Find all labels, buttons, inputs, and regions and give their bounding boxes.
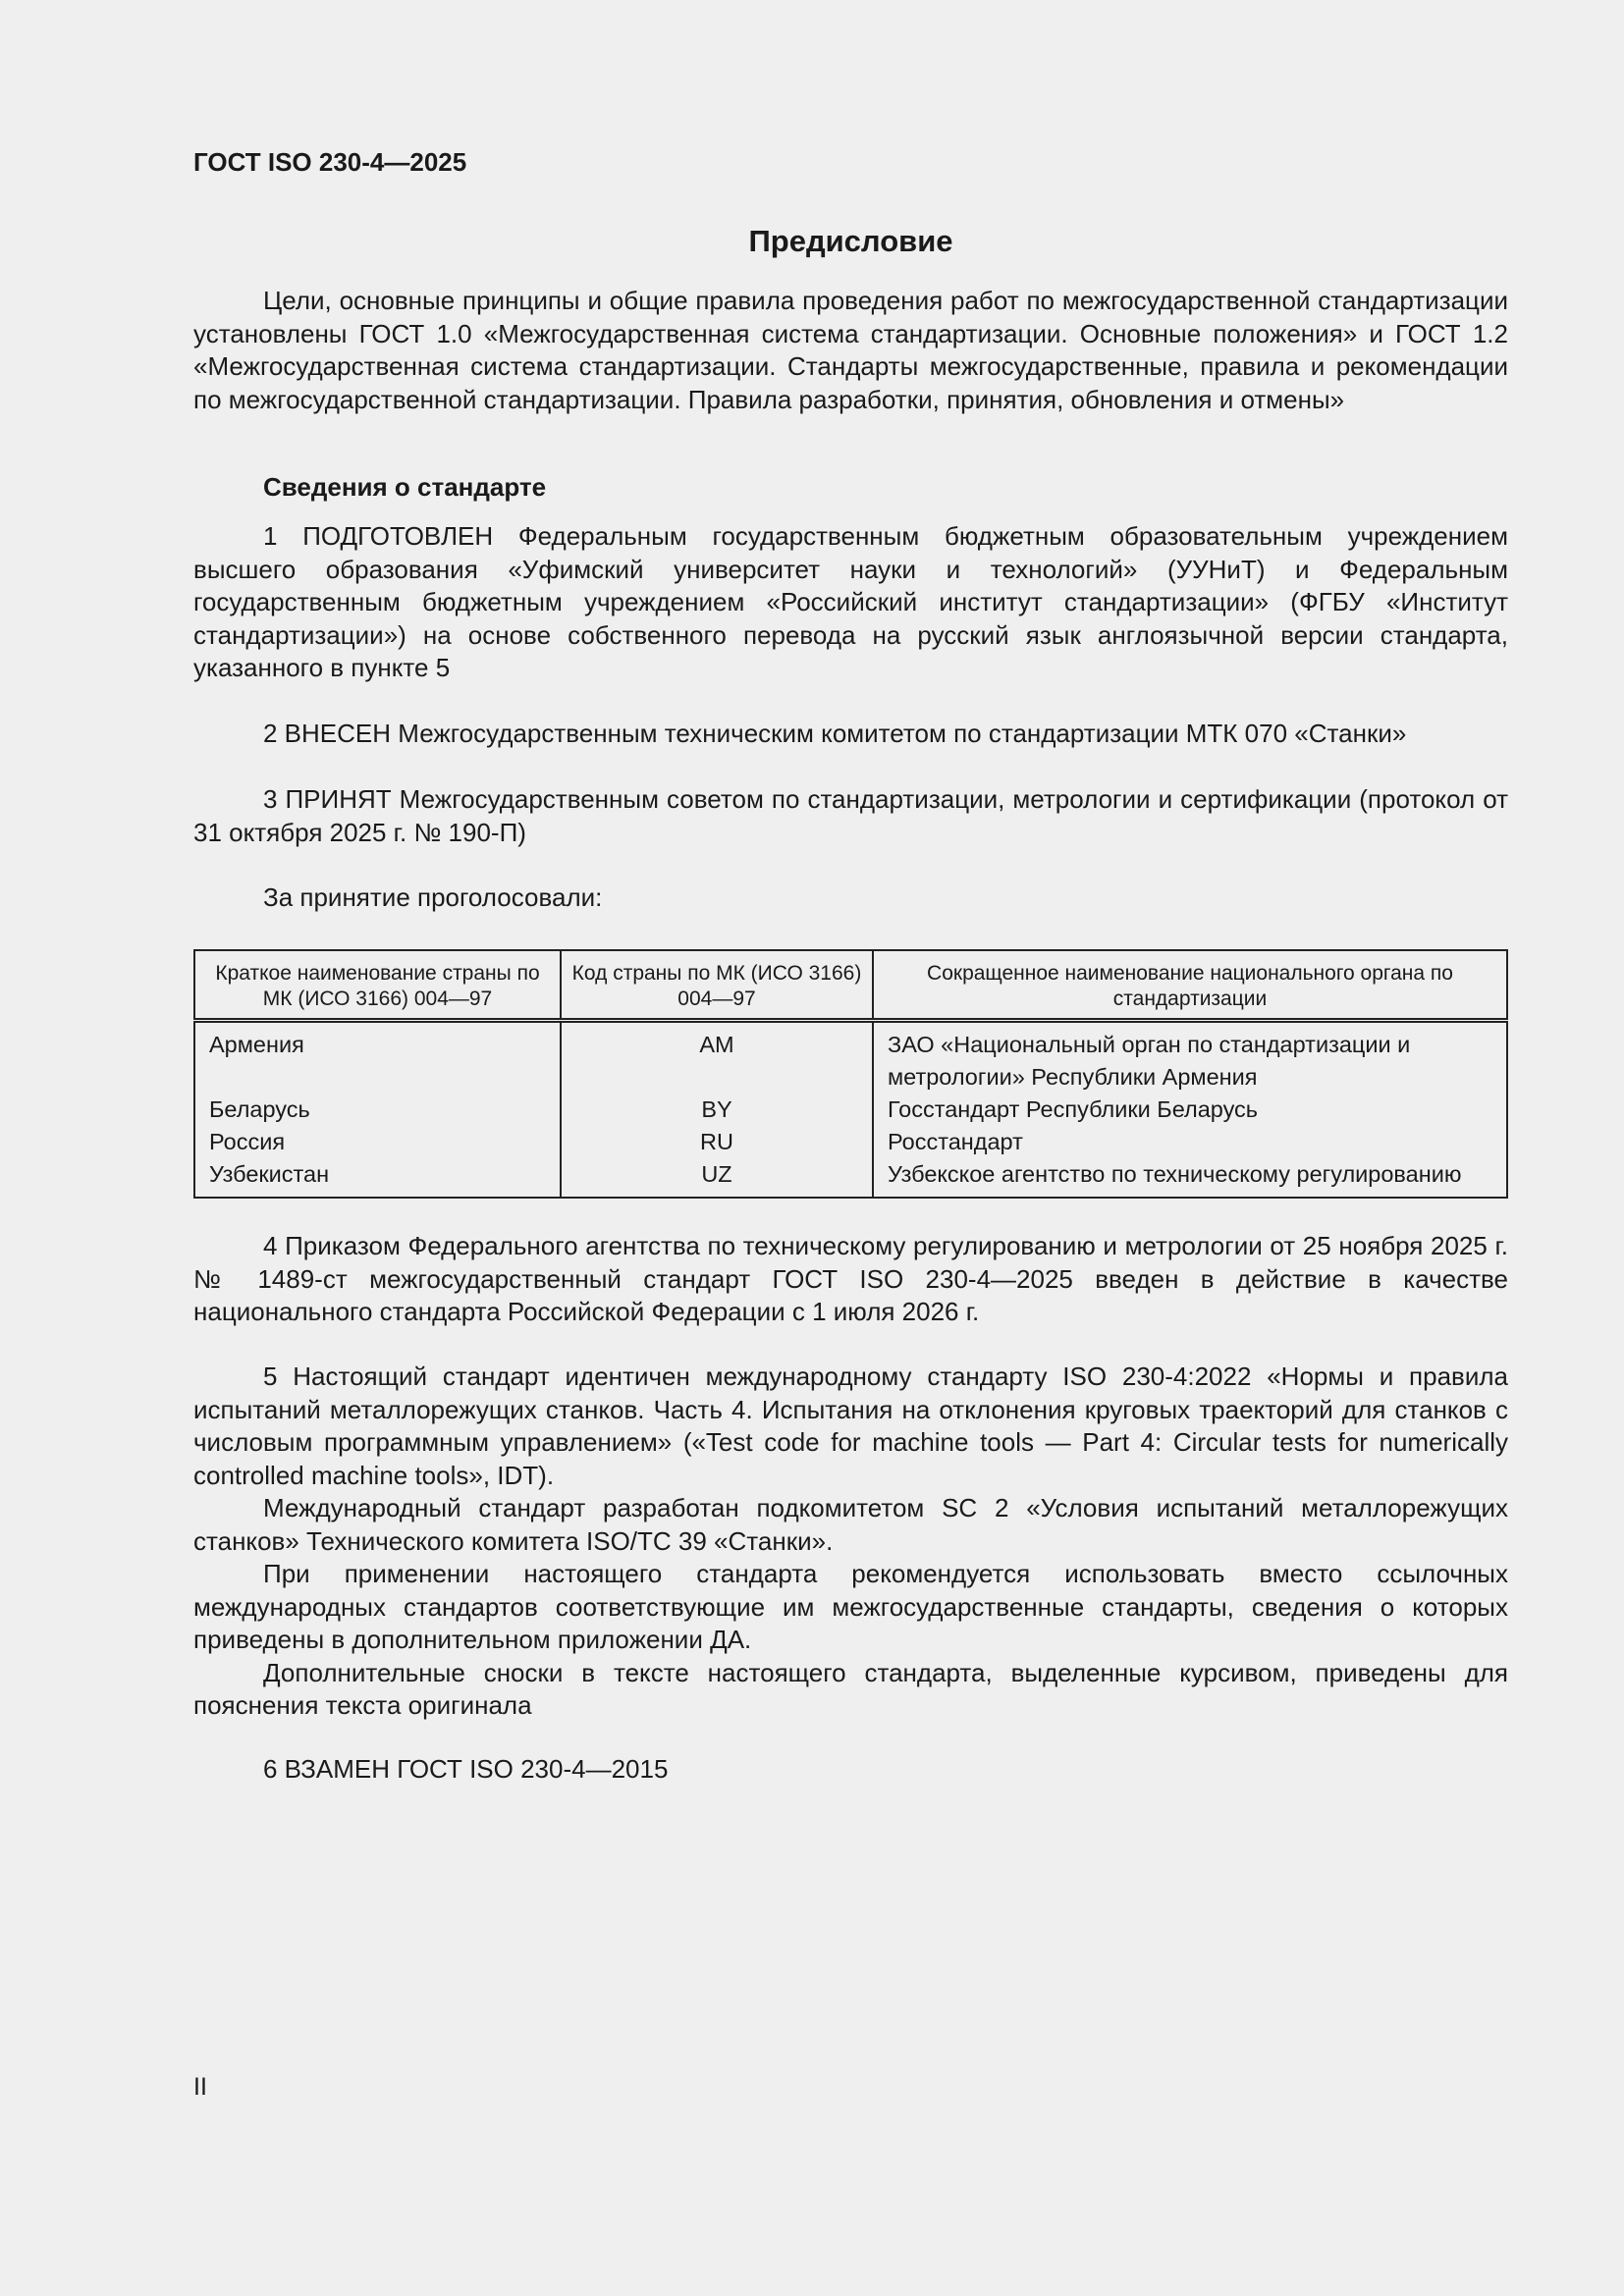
item-6: 6 ВЗАМЕН ГОСТ ISO 230-4—2015 xyxy=(263,1754,669,1784)
table-cell-body: ЗАО «Национальный орган по стандартизации и метрологии» Республики Армения xyxy=(873,1021,1507,1095)
item-3: 3 ПРИНЯТ Межгосударственным советом по стандартизации, метрологии и сертификации (протокол от 31 октября 2025 г. № 190-П) xyxy=(193,784,1508,847)
table-cell-body: Госстандарт Республики Беларусь xyxy=(873,1094,1507,1126)
table-cell-country: Беларусь xyxy=(194,1094,561,1126)
table-cell-country: Армения xyxy=(194,1021,561,1095)
table-cell-code: BY xyxy=(561,1094,873,1126)
table-header-country: Краткое наименование страны по МК (ИСО 3166) 004—97 xyxy=(194,950,561,1021)
table-cell-country: Россия xyxy=(194,1126,561,1158)
table-header-row xyxy=(194,950,1507,1021)
standard-info-heading: Сведения о стандарте xyxy=(263,472,547,502)
item-2: 2 ВНЕСЕН Межгосударственным техническим комитетом по стандартизации МТК 070 «Станки» xyxy=(263,719,1407,748)
page-number: II xyxy=(193,2073,207,2101)
item-5-footnotes: Дополнительные сноски в тексте настоящего стандарта, выделенные курсивом, приведены для пояснения текста оригинала xyxy=(193,1657,1508,1720)
table-header-code: Код страны по МК (ИСО 3166) 004—97 xyxy=(561,950,873,1021)
item6-block xyxy=(193,1753,1508,1787)
voted-block xyxy=(193,881,1508,915)
intro-paragraph: Цели, основные принципы и общие правила проведения работ по межгосударственной стандартизации установлены ГОСТ 1.0 «Межгосударственная система стандартизации. Основные положения» и ГОСТ 1.2 «Межгосударственная система стандартизации. Стандарты межгосударственные, правила и рекомендации по межгосударственной стандартизации. Правила разработки, принятия, обновления и отмены» xyxy=(193,286,1508,414)
table-header-body: Сокращенное наименование национального органа по стандартизации xyxy=(873,950,1507,1021)
table-cell-code: AM xyxy=(561,1021,873,1095)
item2-block xyxy=(193,718,1508,751)
voted-label: За принятие проголосовали: xyxy=(263,882,603,912)
item5-block xyxy=(193,1361,1508,1723)
table-cell-body: Росстандарт xyxy=(873,1126,1507,1158)
table-row xyxy=(194,1126,1507,1158)
table-row xyxy=(194,1158,1507,1198)
countries-table xyxy=(193,949,1508,1199)
document-header: ГОСТ ISO 230-4—2025 xyxy=(193,147,467,177)
table-cell-body: Узбекское агентство по техническому регулированию xyxy=(873,1158,1507,1198)
table-row xyxy=(194,1021,1507,1095)
intro-block xyxy=(193,285,1508,416)
table-cell-country: Узбекистан xyxy=(194,1158,561,1198)
item-4: 4 Приказом Федерального агентства по техническому регулированию и метрологии от 25 ноября 2025 г. № 1489-ст межгосударственный стандарт ГОСТ ISO 230-4—2025 введен в действие в качестве национального стандарта Российской Федерации с 1 июля 2026 г. xyxy=(193,1231,1508,1326)
page-title: Предисловие xyxy=(748,224,953,258)
item-5-international: Международный стандарт разработан подкомитетом SC 2 «Условия испытаний металлорежущих станков» Технического комитета ISO/TC 39 «Станки». xyxy=(193,1493,1508,1556)
item4-block xyxy=(193,1230,1508,1329)
item-5-references: При применении настоящего стандарта рекомендуется использовать вместо ссылочных международных стандартов соответствующие им межгосударственные стандарты, сведения о которых приведены в дополнительном приложении ДА. xyxy=(193,1559,1508,1654)
item1-block xyxy=(193,520,1508,685)
item-5: 5 Настоящий стандарт идентичен международному стандарту ISO 230-4:2022 «Нормы и правила испытаний металлорежущих станков. Часть 4. Испытания на отклонения круговых траекторий для станков с числовым программным управлением» («Test code for machine tools — Part 4: Circular tests for numerically controlled machine tools», IDT). xyxy=(193,1362,1508,1490)
subheading-block xyxy=(193,471,1508,505)
table-row xyxy=(194,1094,1507,1126)
table-cell-code: UZ xyxy=(561,1158,873,1198)
item3-block xyxy=(193,783,1508,849)
item-1: 1 ПОДГОТОВЛЕН Федеральным государственным бюджетным образовательным учреждением высшего образования «Уфимский университет науки и технологий» (УУНиТ) и Федеральным государственным бюджетным учреждением «Российский институт стандартизации» (ФГБУ «Институт стандартизации») на основе собственного перевода на русский язык англоязычной версии стандарта, указанного в пункте 5 xyxy=(193,521,1508,682)
table-cell-code: RU xyxy=(561,1126,873,1158)
